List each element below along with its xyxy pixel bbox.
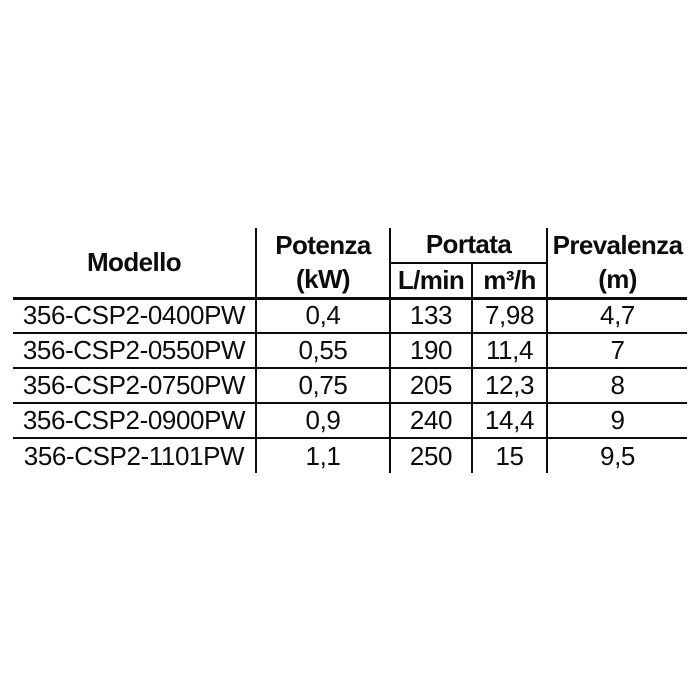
col-header-lmin: L/min: [390, 263, 472, 298]
col-header-modello: Modello: [13, 228, 256, 298]
col-header-prevalenza: [547, 228, 687, 298]
model-cell: 356-CSP2-0750PW: [13, 368, 256, 403]
power-cell: 0,75: [256, 368, 390, 403]
flow-m3h-cell: 12,3: [472, 368, 547, 403]
potenza-label: Potenza: [275, 230, 371, 261]
spec-table-container: [13, 228, 687, 473]
header-row-top: [13, 228, 687, 263]
table-row: [13, 438, 687, 473]
flow-m3h-cell: 14,4: [472, 403, 547, 438]
col-header-portata: Portata: [390, 228, 547, 263]
table-row: [13, 333, 687, 368]
model-cell: 356-CSP2-0900PW: [13, 403, 256, 438]
head-cell: 4,7: [547, 298, 687, 333]
flow-lmin-cell: 190: [390, 333, 472, 368]
power-cell: 1,1: [256, 438, 390, 473]
potenza-unit-label: (kW): [296, 264, 350, 295]
head-cell: 9,5: [547, 438, 687, 473]
flow-m3h-cell: 15: [472, 438, 547, 473]
head-cell: 8: [547, 368, 687, 403]
table-row: [13, 368, 687, 403]
model-cell: 356-CSP2-1101PW: [13, 438, 256, 473]
col-header-potenza: [256, 228, 390, 298]
spec-table: [13, 228, 687, 473]
flow-lmin-cell: 133: [390, 298, 472, 333]
head-cell: 9: [547, 403, 687, 438]
flow-lmin-cell: 240: [390, 403, 472, 438]
model-cell: 356-CSP2-0550PW: [13, 333, 256, 368]
power-cell: 0,9: [256, 403, 390, 438]
power-cell: 0,4: [256, 298, 390, 333]
head-cell: 7: [547, 333, 687, 368]
flow-m3h-cell: 11,4: [472, 333, 547, 368]
flow-lmin-cell: 250: [390, 438, 472, 473]
power-cell: 0,55: [256, 333, 390, 368]
prevalenza-label: Prevalenza: [552, 230, 683, 261]
table-row: [13, 298, 687, 333]
prevalenza-unit-label: (m): [598, 264, 637, 295]
table-row: [13, 403, 687, 438]
col-header-m3h: m³/h: [472, 263, 547, 298]
model-cell: 356-CSP2-0400PW: [22, 300, 246, 331]
flow-m3h-cell: 7,98: [472, 298, 547, 333]
flow-lmin-cell: 205: [390, 368, 472, 403]
